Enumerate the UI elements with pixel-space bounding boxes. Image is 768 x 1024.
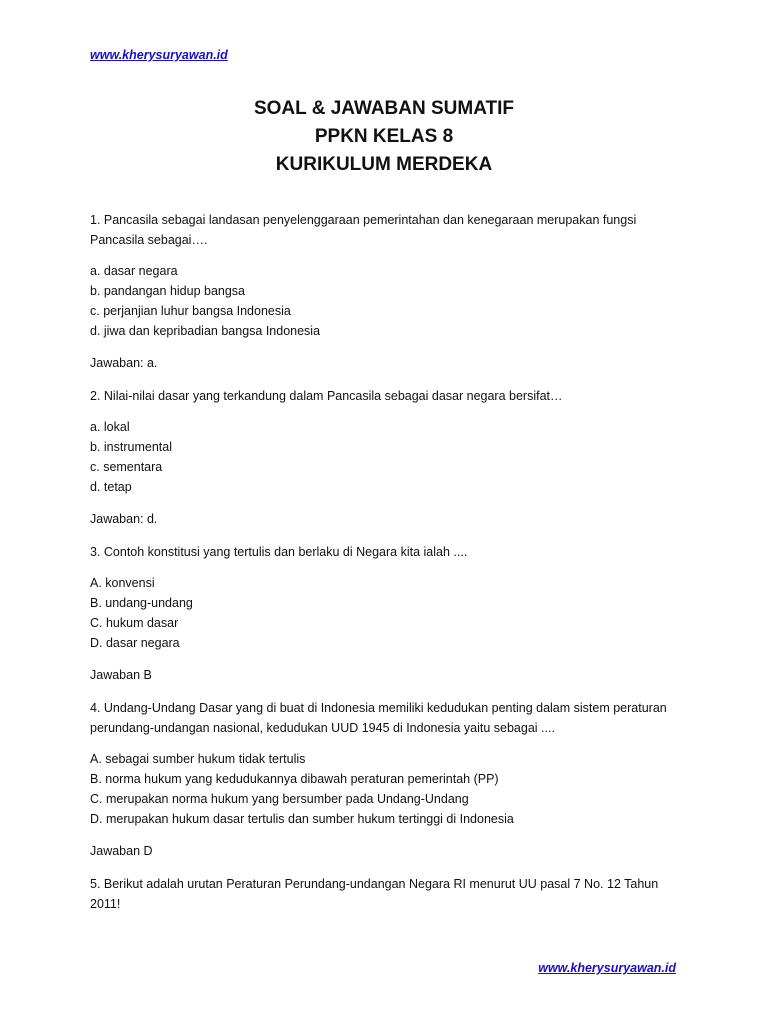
title-line-1: SOAL & JAWABAN SUMATIF [253, 98, 515, 119]
question-text: 3. Contoh konstitusi yang tertulis dan berlaku di Negara kita ialah .... [90, 545, 468, 559]
option-item: B. undang-undang [90, 596, 193, 610]
title-line-3: KURIKULUM MERDEKA [275, 154, 493, 175]
header-website-link[interactable]: www.kherysuryawan.id [90, 48, 228, 62]
option-list [90, 573, 680, 653]
option-list [90, 417, 680, 497]
footer-website-link[interactable]: www.kherysuryawan.id [538, 961, 676, 975]
option-item: a. dasar negara [90, 264, 178, 278]
answer-text: Jawaban B [90, 668, 152, 682]
title-line-2: PPKN KELAS 8 [314, 126, 454, 147]
option-list [90, 261, 680, 341]
document-title [0, 95, 768, 179]
question-2 [90, 386, 680, 529]
option-item: A. konvensi [90, 576, 155, 590]
option-item: b. pandangan hidup bangsa [90, 284, 246, 298]
option-item: D. dasar negara [90, 636, 180, 650]
option-item: C. hukum dasar [90, 616, 179, 630]
question-text: 1. Pancasila sebagai landasan penyelenggaraan pemerintahan dan kenegaraan merupakan fungsi Pancasila sebagai…. [90, 213, 637, 247]
option-item: A. sebagai sumber hukum tidak tertulis [90, 752, 306, 766]
question-1 [90, 210, 680, 373]
question-text: 5. Berikut adalah urutan Peraturan Perundang-undangan Negara RI menurut UU pasal 7 No. 12 Tahun 2011! [90, 877, 659, 911]
question-4 [90, 698, 680, 861]
question-5 [90, 874, 680, 914]
option-item: b. instrumental [90, 440, 172, 454]
option-list [90, 749, 680, 829]
option-item: c. perjanjian luhur bangsa Indonesia [90, 304, 291, 318]
option-item: d. tetap [90, 480, 132, 494]
question-text: 4. Undang-Undang Dasar yang di buat di Indonesia memiliki kedudukan penting dalam sistem peraturan perundang-undangan nasional, kedudukan UUD 1945 di Indonesia yaitu sebagai .... [90, 701, 667, 735]
question-3 [90, 542, 680, 685]
answer-text: Jawaban D [90, 844, 153, 858]
option-item: c. sementara [90, 460, 163, 474]
option-item: B. norma hukum yang kedudukannya dibawah peraturan pemerintah (PP) [90, 772, 499, 786]
answer-text: Jawaban: a. [90, 356, 158, 370]
option-item: C. merupakan norma hukum yang bersumber pada Undang-Undang [90, 792, 469, 806]
option-item: a. lokal [90, 420, 130, 434]
option-item: D. merupakan hukum dasar tertulis dan sumber hukum tertinggi di Indonesia [90, 812, 514, 826]
question-text: 2. Nilai-nilai dasar yang terkandung dalam Pancasila sebagai dasar negara bersifat… [90, 389, 563, 403]
question-list [90, 210, 680, 927]
answer-text: Jawaban: d. [90, 512, 158, 526]
option-item: d. jiwa dan kepribadian bangsa Indonesia [90, 324, 321, 338]
